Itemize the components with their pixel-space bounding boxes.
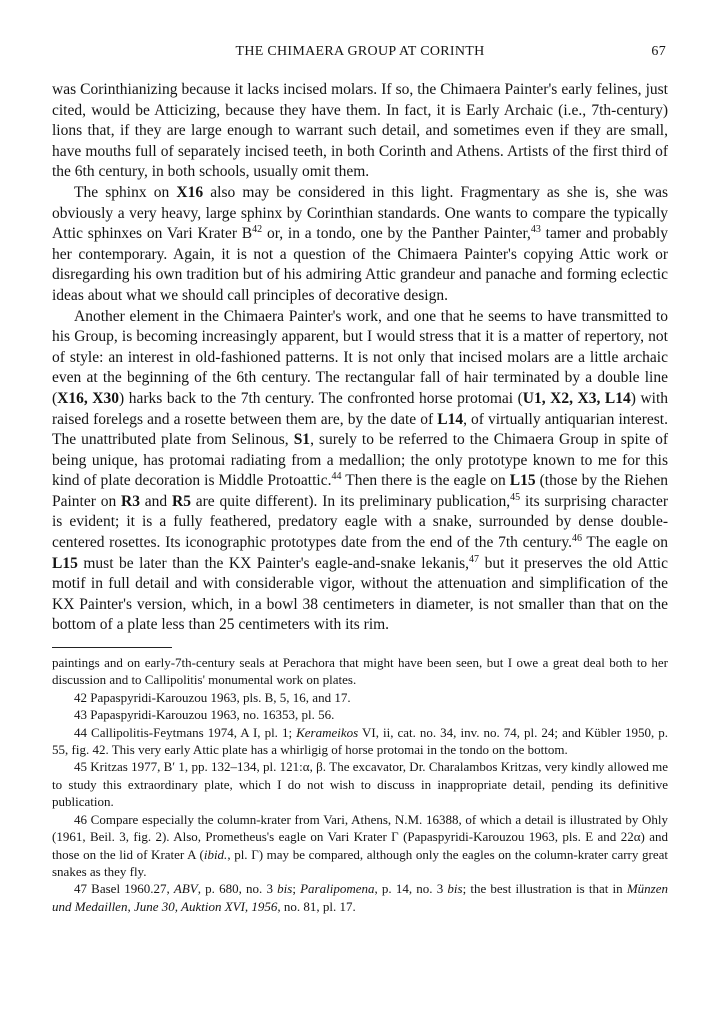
body-text xyxy=(52,80,668,636)
text-run: 43 Papaspyridi-Karouzou 1963, no. 16353, pl. 56. xyxy=(74,707,335,723)
text-run: 47 Basel 1960.27, xyxy=(74,881,174,897)
text-run: 45 Kritzas 1977, Bʹ 1, pp. 132–134, pl. 121:α, β. The excavator, Dr. Charalambos Kritzas, very kindly allowed me to study this extraordinary plate, which I do not wish to discuss in inappropriate detail, pending its definitive publication. xyxy=(52,759,668,810)
text-run: but it preserves the old Attic motif in full detail and with considerable vigor, without the attenuation and simplification of the KX Painter's version, which, in a bowl 38 centimeters in diameter, is not smaller than that on the bottom of a plate less than 25 centimeters with its rim. xyxy=(52,554,668,634)
text-run: also may be considered in this light. Fragmentary as she is, she was obviously a very heavy, large sphinx by Corinthian standards. One wants to compare the typically Attic sphinxes on Vari Krater B xyxy=(52,183,669,243)
page-number: 67 xyxy=(651,44,666,59)
text-run: X16, X30 xyxy=(57,389,119,407)
text-run: Another element in the Chimaera Painter's work, and one that he seems to have transmitted to his Group, is becoming increasingly apparent, but I would stress that it is a matter of repertory, not of style: an interest in old-fashioned patterns. It is not only that incised molars are a little archaic even at the beginning of the 6th century. The rectangular fall of hair terminated by a double line ( xyxy=(52,307,668,407)
footnote-divider xyxy=(52,647,172,648)
text-run: ) with raised forelegs and a rosette between them are, by the date of xyxy=(52,389,668,428)
text-run: 42 Papaspyridi-Karouzou 1963, pls. B, 5, 16, and 17. xyxy=(74,689,351,705)
text-run: ABV xyxy=(173,881,198,897)
text-run: was Corinthianizing because it lacks incised molars. If so, the Chimaera Painter's early felines, just cited, would be Atticizing, because they have them. In fact, it is Early Archaic (i.e., 7th-century) lions that, if they are large enough to warrant such detail, and sometimes even if they are small, have mouths full of separately incised teeth, in both Corinth and Athens. Artists of the first third of the 6th century, in both schools, usually omit them. xyxy=(52,81,668,181)
text-run: Paralipomena xyxy=(300,881,375,897)
text-run: bis xyxy=(277,881,293,897)
text-run: U1, X2, X3, L14 xyxy=(522,389,631,407)
paragraph xyxy=(52,307,668,637)
paragraph xyxy=(52,183,668,307)
footnote xyxy=(52,654,668,689)
text-run: paintings and on early-7th-century seals at Perachora that might have been seen, but I owe a great deal both to her discussion and to Callipolitis' monumental work on plates. xyxy=(52,655,668,688)
footnote xyxy=(52,706,668,723)
text-run: ) harks back to the 7th century. The confronted horse protomai ( xyxy=(118,389,523,407)
footnote-reference: 45 xyxy=(510,491,521,503)
text-run: S1 xyxy=(293,431,311,449)
text-run: ; the best illustration is that in xyxy=(462,881,627,897)
footnote xyxy=(52,724,668,759)
text-run: X16 xyxy=(176,183,204,201)
text-run: ibid. xyxy=(203,846,228,862)
footnote xyxy=(52,880,668,915)
text-run: Kerameikos xyxy=(296,724,359,740)
footnote-reference: 44 xyxy=(331,471,342,483)
footnote-reference: 47 xyxy=(469,553,480,565)
text-run: The sphinx on xyxy=(74,183,177,201)
text-run: , pl. Γ) may be compared, although only the eagles on the column-krater carry great snakes as they fly. xyxy=(52,846,669,879)
footnote xyxy=(52,811,668,881)
text-run: bis xyxy=(447,881,463,897)
footnotes xyxy=(52,654,668,915)
text-run: , surely to be referred to the Chimaera Group in spite of being unique, has protomai radiating from a medallion; the only prototype known to me for this kind of plate decoration is Middle Protoattic. xyxy=(52,431,668,490)
footnote-reference: 46 xyxy=(571,533,582,545)
text-run: (those by the Riehen Painter on xyxy=(52,472,668,510)
footnote-reference: 43 xyxy=(530,224,541,236)
text-run: VI, ii, cat. no. 34, inv. no. 74, pl. 24; and Kübler 1950, p. 55, fig. 42. This very early Attic plate has a whirligig of horse protomai in the tondo on the bottom. xyxy=(52,724,669,758)
text-run: its surprising character is evident; it is a fully feathered, predatory eagle with a snake, surrounded by dense double-centered rosettes. Its iconographic prototypes date from the end of the 7th century. xyxy=(52,492,668,552)
text-run: are quite different). In its preliminary publication, xyxy=(190,492,511,510)
text-run: 46 Compare especially the column-krater from Vari, Athens, N.M. 16388, of which a detail is illustrated by Ohly (1961, Beil. 3, fig. 2). Also, Prometheus's eagle on Vari Krater Γ (Papaspyridi-Karouzou 1963, pls. E and 22α) and those on the lid of Krater A ( xyxy=(52,811,668,862)
text-run: , p. 680, no. 3 xyxy=(197,881,278,897)
text-run: L14 xyxy=(437,410,464,428)
text-run: L15 xyxy=(509,472,536,490)
text-run: , no. 81, pl. 17. xyxy=(277,898,356,914)
text-run: R3 xyxy=(121,492,140,510)
page xyxy=(52,44,668,915)
text-run: or, in a tondo, one by the Panther Painter, xyxy=(262,225,531,243)
running-head xyxy=(52,44,668,66)
paragraph xyxy=(52,80,668,183)
text-run: The eagle on xyxy=(581,534,668,552)
text-run: must be later than the KX Painter's eagle-and-snake lekanis, xyxy=(77,554,470,572)
text-run: and xyxy=(139,492,172,510)
footnote xyxy=(52,689,668,706)
text-run: ; xyxy=(292,881,301,897)
footnote xyxy=(52,758,668,810)
text-run: Then there is the eagle on xyxy=(341,472,510,490)
text-run: 44 Callipolitis-Feytmans 1974, A I, pl. 1; xyxy=(74,724,297,740)
text-run: , p. 14, no. 3 xyxy=(374,881,448,897)
running-title: THE CHIMAERA GROUP AT CORINTH xyxy=(235,44,485,59)
text-run: tamer and probably her contemporary. Again, it is not a question of the Chimaera Painter's copying Attic work or disregarding his own tradition but of his admiring Attic grandeur and panache and forming eclectic ideas about what we should call principles of decorative design. xyxy=(52,225,668,304)
text-run: R5 xyxy=(172,492,191,510)
text-run: Münzen und Medaillen, June 30, Auktion XVI, 1956 xyxy=(52,881,669,914)
footnote-reference: 42 xyxy=(252,224,263,236)
text-run: , of virtually antiquarian interest. The unattributed plate from Selinous, xyxy=(52,410,668,449)
text-run: L15 xyxy=(52,554,78,572)
